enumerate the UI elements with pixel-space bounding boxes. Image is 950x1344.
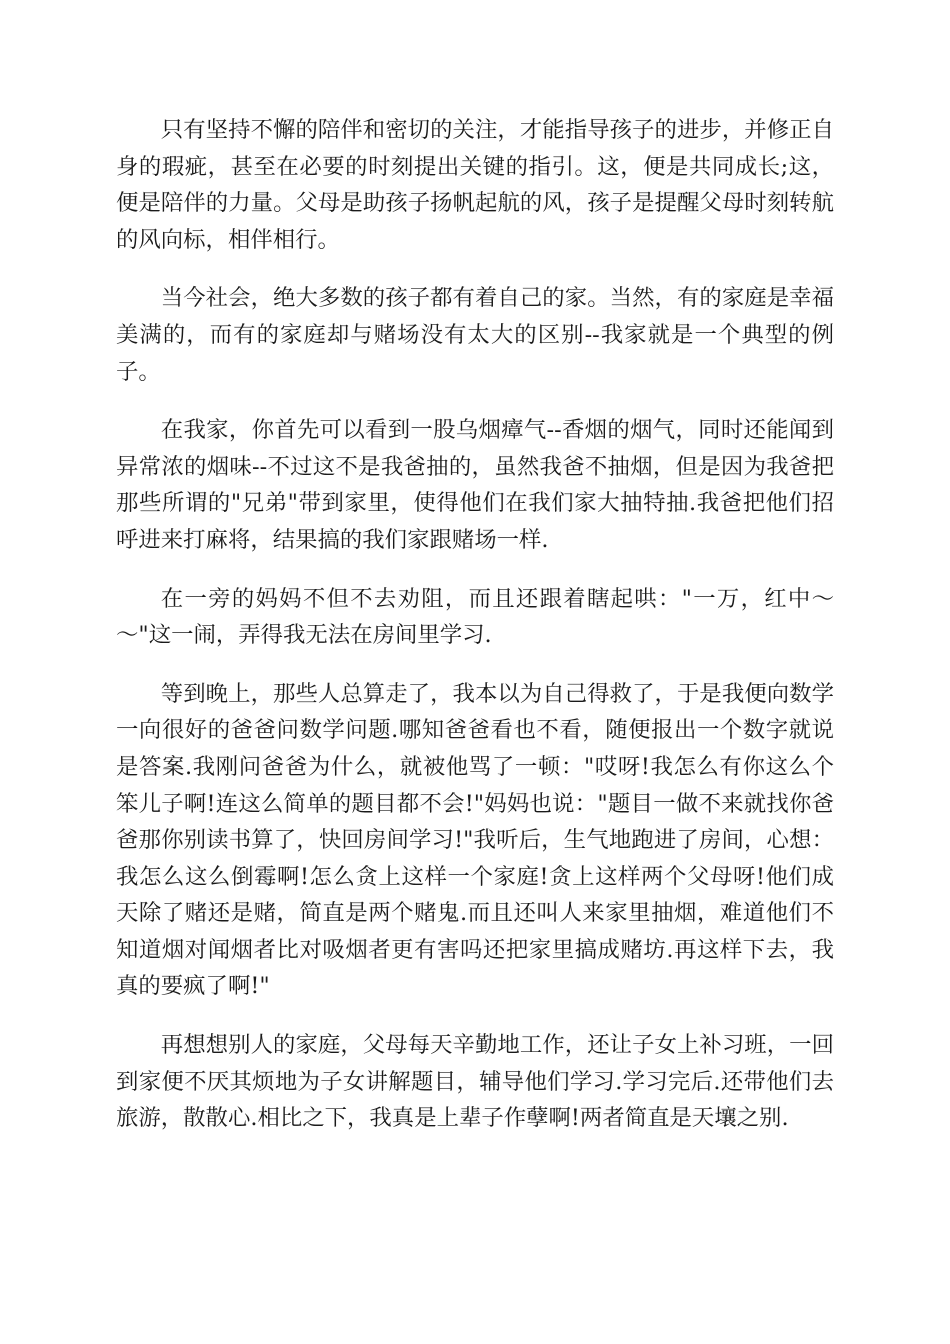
paragraph: 再想想别人的家庭，父母每天辛勤地工作，还让子女上补习班，一回到家便不厌其烦地为子女讲解题目，辅导他们学习.学习完后.还带他们去旅游，散散心.相比之下，我真是上辈子作孽啊!两者简直是天壤之别. [116,1032,834,1132]
paragraph: 当今社会，绝大多数的孩子都有着自己的家。当然，有的家庭是幸福美满的，而有的家庭却与赌场没有太大的区别--我家就是一个典型的例子。 [116,285,834,385]
paragraph: 等到晚上，那些人总算走了，我本以为自己得救了，于是我便向数学一向很好的爸爸问数学问题.哪知爸爸看也不看，随便报出一个数字就说是答案.我刚问爸爸为什么，就被他骂了一顿："哎呀!我怎么有你这么个笨儿子啊!连这么简单的题目都不会!"妈妈也说："题目一做不来就找你爸爸那你别读书算了，快回房间学习!"我听后，生气地跑进了房间，心想：我怎么这么倒霉啊!怎么贪上这样一个家庭!贪上这样两个父母呀!他们成天除了赌还是赌，简直是两个赌鬼.而且还叫人来家里抽烟，难道他们不知道烟对闻烟者比对吸烟者更有害吗还把家里搞成赌坊.再这样下去，我真的要疯了啊!" [116,680,834,1000]
paragraph: 在一旁的妈妈不但不去劝阻，而且还跟着瞎起哄："一万，红中～～"这一闹，弄得我无法在房间里学习. [116,585,834,649]
paragraph: 在我家，你首先可以看到一股乌烟瘴气--香烟的烟气，同时还能闻到异常浓的烟味--不过这不是我爸抽的，虽然我爸不抽烟，但是因为我爸把那些所谓的"兄弟"带到家里，使得他们在我们家大抽特抽.我爸把他们招呼进来打麻将，结果搞的我们家跟赌场一样. [116,417,834,553]
paragraph: 只有坚持不懈的陪伴和密切的关注，才能指导孩子的进步，并修正自身的瑕疵，甚至在必要的时刻提出关键的指引。这，便是共同成长;这，便是陪伴的力量。父母是助孩子扬帆起航的风，孩子是提醒父母时刻转航的风向标，相伴相行。 [116,117,834,253]
document-body [116,112,834,1159]
